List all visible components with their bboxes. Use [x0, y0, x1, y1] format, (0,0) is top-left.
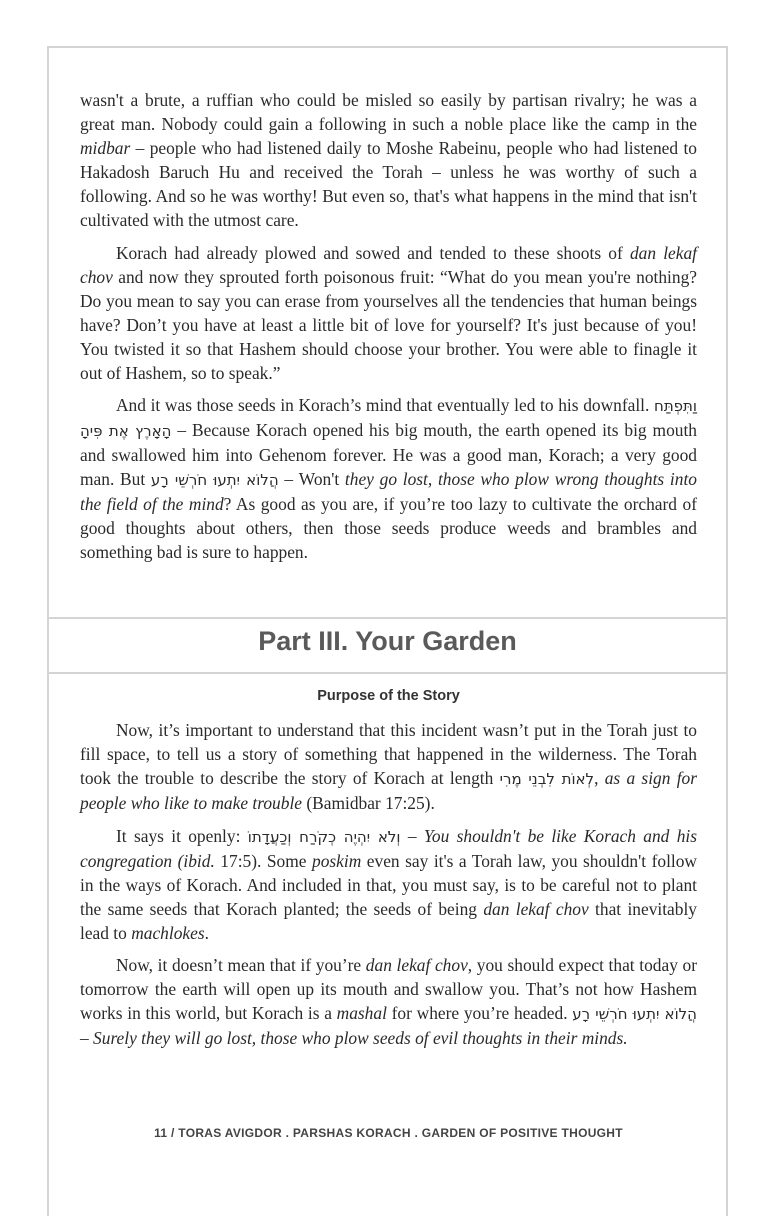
text-run: for where you’re headed. — [386, 1003, 573, 1023]
text-run: – Won't — [278, 469, 345, 489]
text-run: wasn't a brute, a ruffian who could be misled so easily by partisan rivalry; he was a great man. Nobody could gain a following in such a noble place like the camp in the — [80, 90, 697, 134]
hebrew-quote: הֲלוֹא יִתְעוּ חֹרְשֵׁי רָע — [572, 1005, 697, 1023]
italic-text: Surely they will go lost, those who plow seeds of evil thoughts in their minds. — [93, 1028, 628, 1048]
italic-text: You shouldn't be like Korach and his congregation (ibid. — [80, 825, 697, 871]
text-run: – — [80, 1028, 94, 1048]
italic-text: poskim — [312, 850, 362, 871]
text-run: , you should expect that today or tomorrow the earth will open up its mouth and swallow you. That’s not how Hashem works in this world, but Korach is a — [80, 955, 698, 1023]
text-run: Korach had already plowed and sowed and tended to these shoots of — [116, 242, 630, 263]
italic-text: dan lekaf chov — [80, 242, 697, 287]
paragraph — [80, 824, 697, 945]
section-2-body — [80, 718, 697, 1059]
text-run: Now, it’s important to understand that this incident wasn’t put in the Torah just to fill space, to tell us a story of something that happened in the wilderness. The Torah took the trouble to describe the story of Korach at length — [80, 720, 697, 788]
hebrew-quote: וְלֹא יִהְיֶה כְקֹרַח וְכַעֲדָתוֹ — [247, 827, 401, 846]
paragraph — [80, 241, 697, 385]
text-run: , — [594, 768, 605, 788]
italic-text: as a sign for people who like to make trouble — [80, 768, 697, 813]
paragraph — [80, 88, 697, 232]
text-run: And it was those seeds in Korach’s mind that eventually led to his downfall. — [116, 395, 655, 415]
section-divider-bottom — [47, 672, 728, 674]
text-run: It says it openly: — [116, 825, 248, 846]
italic-text: dan lekaf chov — [365, 955, 468, 975]
paragraph — [80, 718, 697, 815]
part-title: Part III. Your Garden — [258, 626, 517, 656]
subheading: Purpose of the Story — [317, 688, 460, 704]
italic-text: mashal — [336, 1003, 387, 1023]
text-run: ? As good as you are, if you’re too lazy to cultivate the orchard of good thoughts about others, then those seeds produce weeds and brambles and something bad is sure to happen. — [80, 494, 697, 562]
text-run: – people who had listened daily to Moshe Rabeinu, people who had listened to Hakadosh Baruch Hu and received the Torah – unless he was worthy of such a following. And so he was worthy! But even so, that's what happens in the mind that isn't cultivated with the utmost care. — [80, 138, 697, 230]
hebrew-quote: הֲלוֹא יִתְעוּ חֹרְשֵׁי רָע — [150, 471, 279, 489]
text-run: that inevitably lead to — [80, 898, 697, 943]
text-run: – Because Korach opened his big mouth, the earth opened its big mouth and swallowed him into Gehenom forever. He was a good man, Korach; a very good man. But — [80, 420, 697, 489]
text-run: even say it's a Torah law, you shouldn't follow in the ways of Korach. And included in that, you must say, is to be careful not to plant the same seeds that Korach planted; the seeds of being — [80, 850, 697, 919]
paragraph — [80, 393, 697, 564]
hebrew-quote: וַתִּפְתַּח הָאָרֶץ אֶת פִּיהָ — [80, 397, 697, 440]
section-divider-top — [47, 617, 728, 619]
text-run: 17:5). Some — [214, 850, 312, 871]
italic-text: machlokes — [131, 922, 205, 943]
italic-text: they go lost, those who plow wrong thoughts into the field of the mind — [80, 469, 697, 514]
text-run: . — [204, 922, 209, 943]
italic-text: midbar — [80, 138, 131, 158]
paragraph — [80, 953, 697, 1050]
hebrew-quote: לְאוֹת לִבְנֵי מֶרִי — [499, 770, 595, 788]
section-1-body — [80, 88, 697, 573]
text-run: and now they sprouted forth poisonous fruit: “What do you mean you're nothing? Do you mean to say you can erase from yourselves all the tendencies that human beings have? Don’t you have at least a little bit of love for yourself? It's just because of you! You twisted it so that Hashem should choose your brother. You were able to finagle it out of Hashem, so to speak.” — [80, 266, 697, 383]
text-run: Now, it doesn’t mean that if you’re — [116, 955, 366, 975]
page-footer: 11 / TORAS AVIGDOR . PARSHAS KORACH . GARDEN OF POSITIVE THOUGHT — [154, 1126, 623, 1140]
italic-text: dan lekaf chov — [483, 898, 589, 919]
text-run: – — [400, 825, 424, 846]
text-run: (Bamidbar 17:25). — [302, 793, 435, 813]
